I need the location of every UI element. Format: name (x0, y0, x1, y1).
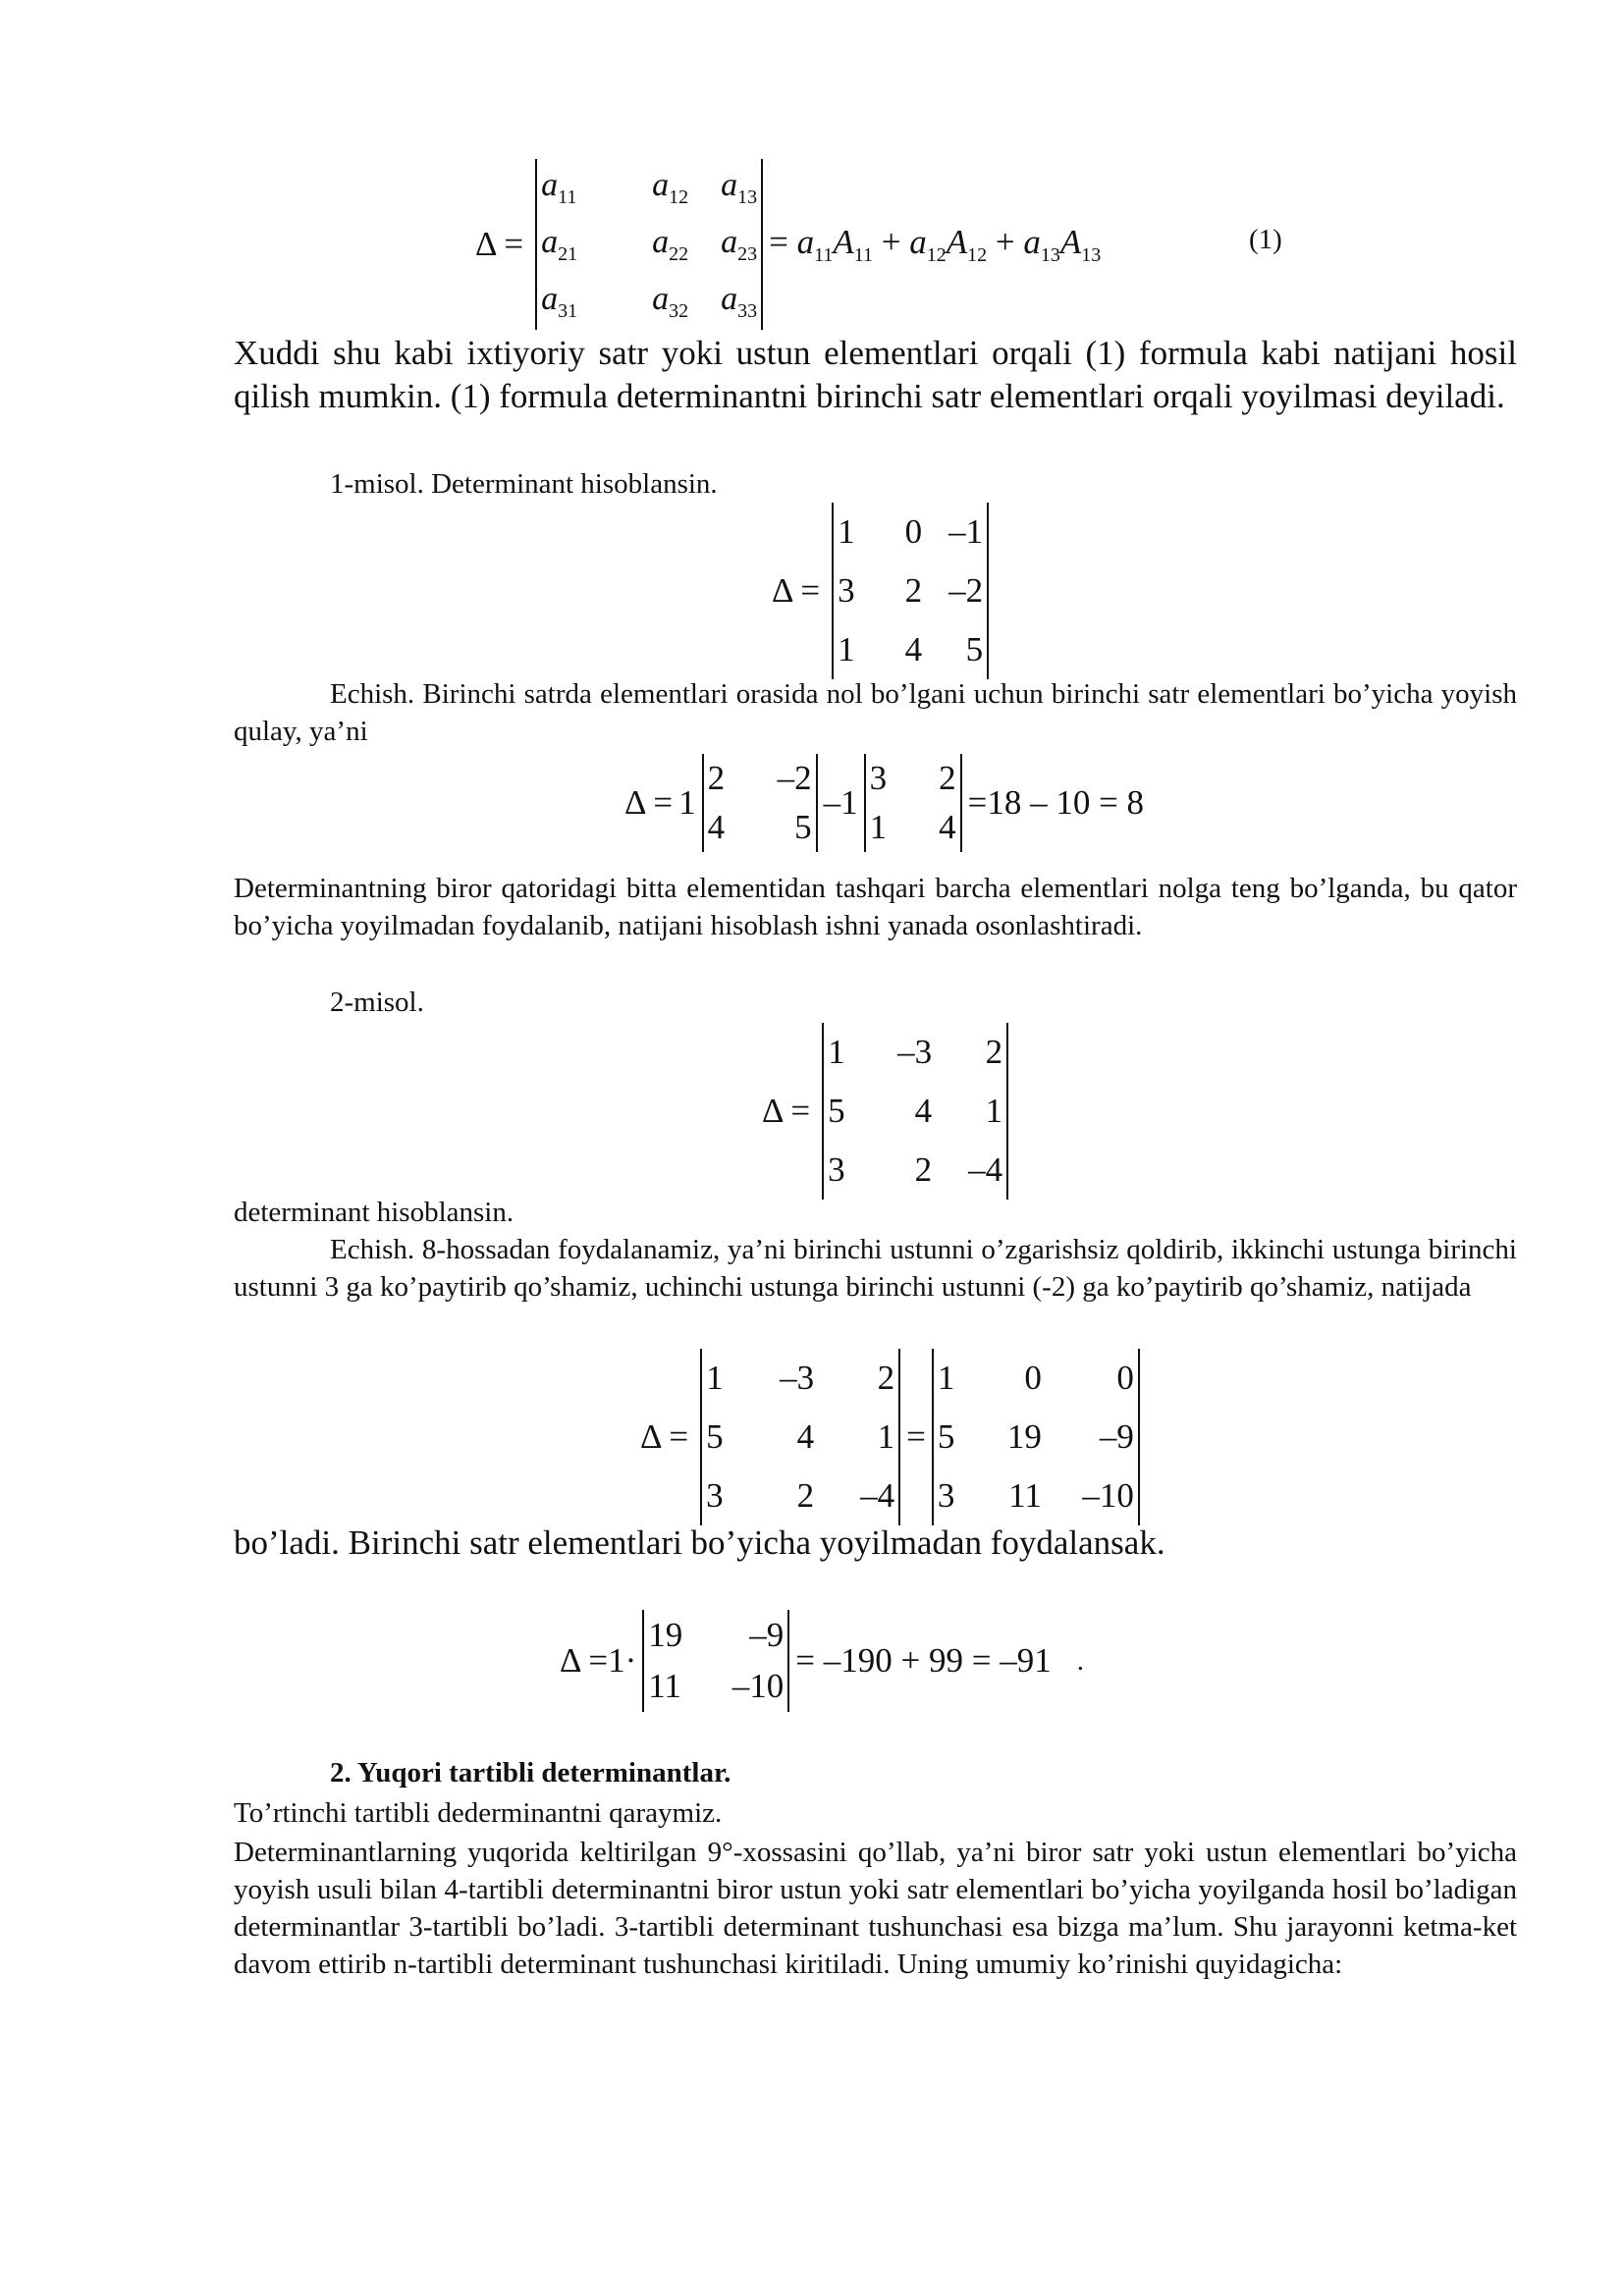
matrix-cell: 5 (794, 808, 812, 846)
delta-symbol: Δ = (762, 1092, 811, 1130)
section-heading: 2. Yuqori tartibli determinantlar. (330, 1757, 731, 1789)
matrix-cell: –3 (780, 1359, 815, 1397)
matrix-cell: $a_{12}$ (652, 166, 689, 208)
matrix-cell: 4 (914, 1092, 933, 1130)
matrix-cell: 5 (706, 1417, 724, 1456)
matrix-cell: 11 (648, 1667, 681, 1705)
matrix-cell: 0 (1116, 1359, 1134, 1397)
matrix-cell: 1 (828, 1033, 845, 1071)
matrix-cell: 4 (939, 808, 956, 846)
formula-1-rhs: = $a_{11}A_{11} + a_{12}A_{12} + a_{13}A_{13}$ (769, 222, 1102, 266)
matrix-cell: $a_{33}$ (721, 280, 758, 322)
matrix-cell: –3 (897, 1033, 933, 1071)
final-dot: . (1076, 1644, 1084, 1677)
matrix-cell: 4 (904, 630, 923, 668)
section-line-1: To’rtinchi tartibli dederminantni qaraymiz. (234, 1797, 723, 1829)
determinant-3x3 (832, 503, 989, 679)
matrix-cell: 2 (914, 1150, 933, 1189)
delta-symbol: Δ = (772, 571, 821, 610)
matrix-cell: 1 (937, 1359, 955, 1397)
matrix-cell: 2 (707, 759, 726, 797)
minor-2x2 (702, 754, 818, 852)
matrix-cell: 1 (706, 1359, 724, 1397)
example-1-expansion (619, 754, 1144, 852)
delta-symbol: Δ = (624, 783, 674, 822)
example-2-label: 2-misol. (330, 987, 424, 1018)
example-2-determinant (756, 1023, 1014, 1200)
paragraph-row-zeros: Determinantning biror qatoridagi bitta elementidan tashqari barcha elementlari nolga teng bo’lganda, bu qator bo’yicha yoyilmadan foydalanib, natijani hisoblash ishni yanada osonlashtiradi. (234, 873, 1517, 941)
matrix-cell: 19 (648, 1616, 683, 1654)
matrix-cell: –9 (1099, 1417, 1134, 1456)
matrix-cell: 2 (904, 571, 923, 610)
matrix-cell: 5 (965, 630, 984, 668)
matrix-cell: 3 (706, 1476, 724, 1515)
matrix-cell: $a_{23}$ (721, 223, 758, 265)
matrix-cell: 0 (1024, 1359, 1042, 1397)
matrix-cell: 5 (828, 1092, 845, 1130)
matrix-cell: 1 (838, 512, 855, 551)
matrix-cell: –4 (968, 1150, 1003, 1189)
matrix-cell: 3 (828, 1150, 845, 1189)
matrix-cell: –10 (1082, 1476, 1134, 1515)
matrix-cell: 1 (838, 630, 855, 668)
example-2-after: determinant hisoblansin. (234, 1197, 514, 1228)
determinant-3x3-transformed (932, 1349, 1140, 1525)
matrix-cell: –9 (749, 1616, 785, 1654)
expansion-result: =18 – 10 = 8 (967, 783, 1145, 822)
operator: –1 (823, 783, 858, 822)
minor-2x2 (642, 1610, 789, 1712)
delta-symbol: Δ = (640, 1417, 689, 1456)
matrix-cell: 1 (985, 1092, 1003, 1130)
matrix-cell: 2 (796, 1476, 815, 1515)
matrix-cell: 2 (877, 1359, 895, 1397)
matrix-cell: $a_{32}$ (652, 280, 689, 322)
equals-sign: = (906, 1417, 926, 1456)
matrix-cell: –2 (948, 571, 984, 610)
minor-2x2 (864, 754, 962, 852)
matrix-cell: 2 (939, 759, 956, 797)
matrix-cell: –10 (731, 1667, 785, 1705)
matrix-cell: $a_{22}$ (652, 223, 689, 265)
matrix-cell: –2 (777, 759, 812, 797)
matrix-cell: 0 (904, 512, 923, 551)
example-1-solution: Echish. Birinchi satrda elementlari orasida nol bo’lgani uchun birinchi satr elementlari bo’yicha yoyish qulay, ya’ni (234, 678, 1517, 747)
example-2-final (560, 1610, 1084, 1712)
section-paragraph: Determinantlarning yuqorida keltirilgan 9°-xossasini qo’llab, ya’ni biror satr yoki ustun elementlari bo’yicha yoyish usuli bilan 4-tartibli determinantni biror ustun yoki satr elementlari bo’yicha yoyilganda hosil bo’ladigan determinantlar 3-tartibli bo’ladi. 3-tartibli determinant tushunchasi esa bizga ma’lum. Shu jarayonni ketma-ket davom ettirib n-tartibli determinant tushunchasi kiritiladi. Uning umumiy ko’rinishi quyidagicha: (234, 1837, 1517, 1980)
example-2-after2: bo’ladi. Birinchi satr elementlari bo’yicha yoyilmadan foydalansak. (234, 1523, 1165, 1562)
example-2-solution: Echish. 8-hossadan foydalanamiz, ya’ni birinchi ustunni o’zgarishsiz qoldirib, ikkinchi ustunga birinchi ustunni 3 ga ko’paytirib qo’shamiz, uchinchi ustunga birinchi ustunni (-2) ga ko’paytirib qo’shamiz, natijada (234, 1234, 1517, 1303)
matrix-cell: 3 (937, 1476, 955, 1515)
matrix-cell: –4 (860, 1476, 895, 1515)
paragraph-expansion: Xuddi shu kabi ixtiyoriy satr yoki ustun elementlari orqali (1) formula kabi natijani hosil qilish mumkin. (1) formula determinantni birinchi satr elementlari orqali yoyilmasi deyiladi. (234, 334, 1517, 415)
matrix-cell: 4 (796, 1417, 815, 1456)
matrix-cell: 2 (985, 1033, 1003, 1071)
formula-1 (469, 159, 1101, 330)
determinant-3x3-original (700, 1349, 900, 1525)
final-result: = –190 + 99 = –91 (795, 1641, 1052, 1680)
matrix-cell: 1 (877, 1417, 895, 1456)
matrix-cell: 5 (937, 1417, 955, 1456)
matrix-cell: $a_{13}$ (721, 166, 758, 208)
delta-lhs: Δ = (475, 225, 524, 263)
equation-number: (1) (1249, 224, 1282, 255)
coefficient: 1 (678, 783, 696, 822)
determinant-3x3-symbolic (535, 159, 763, 330)
example-2-transform (634, 1349, 1146, 1525)
matrix-cell: 4 (707, 808, 726, 846)
matrix-cell: $a_{31}$ (541, 280, 578, 322)
matrix-cell: 1 (869, 808, 888, 846)
example-1-determinant (766, 503, 995, 679)
matrix-cell: 19 (1006, 1417, 1042, 1456)
matrix-cell: 11 (1008, 1476, 1042, 1515)
matrix-cell: 3 (869, 759, 888, 797)
matrix-cell: $a_{21}$ (541, 223, 578, 265)
determinant-3x3 (822, 1023, 1008, 1200)
matrix-cell: –1 (948, 512, 984, 551)
matrix-cell: $a_{11}$ (541, 166, 577, 208)
final-lhs: Δ =1· (560, 1641, 637, 1680)
matrix-cell: 3 (838, 571, 855, 610)
example-1-label: 1-misol. Determinant hisoblansin. (330, 468, 718, 500)
